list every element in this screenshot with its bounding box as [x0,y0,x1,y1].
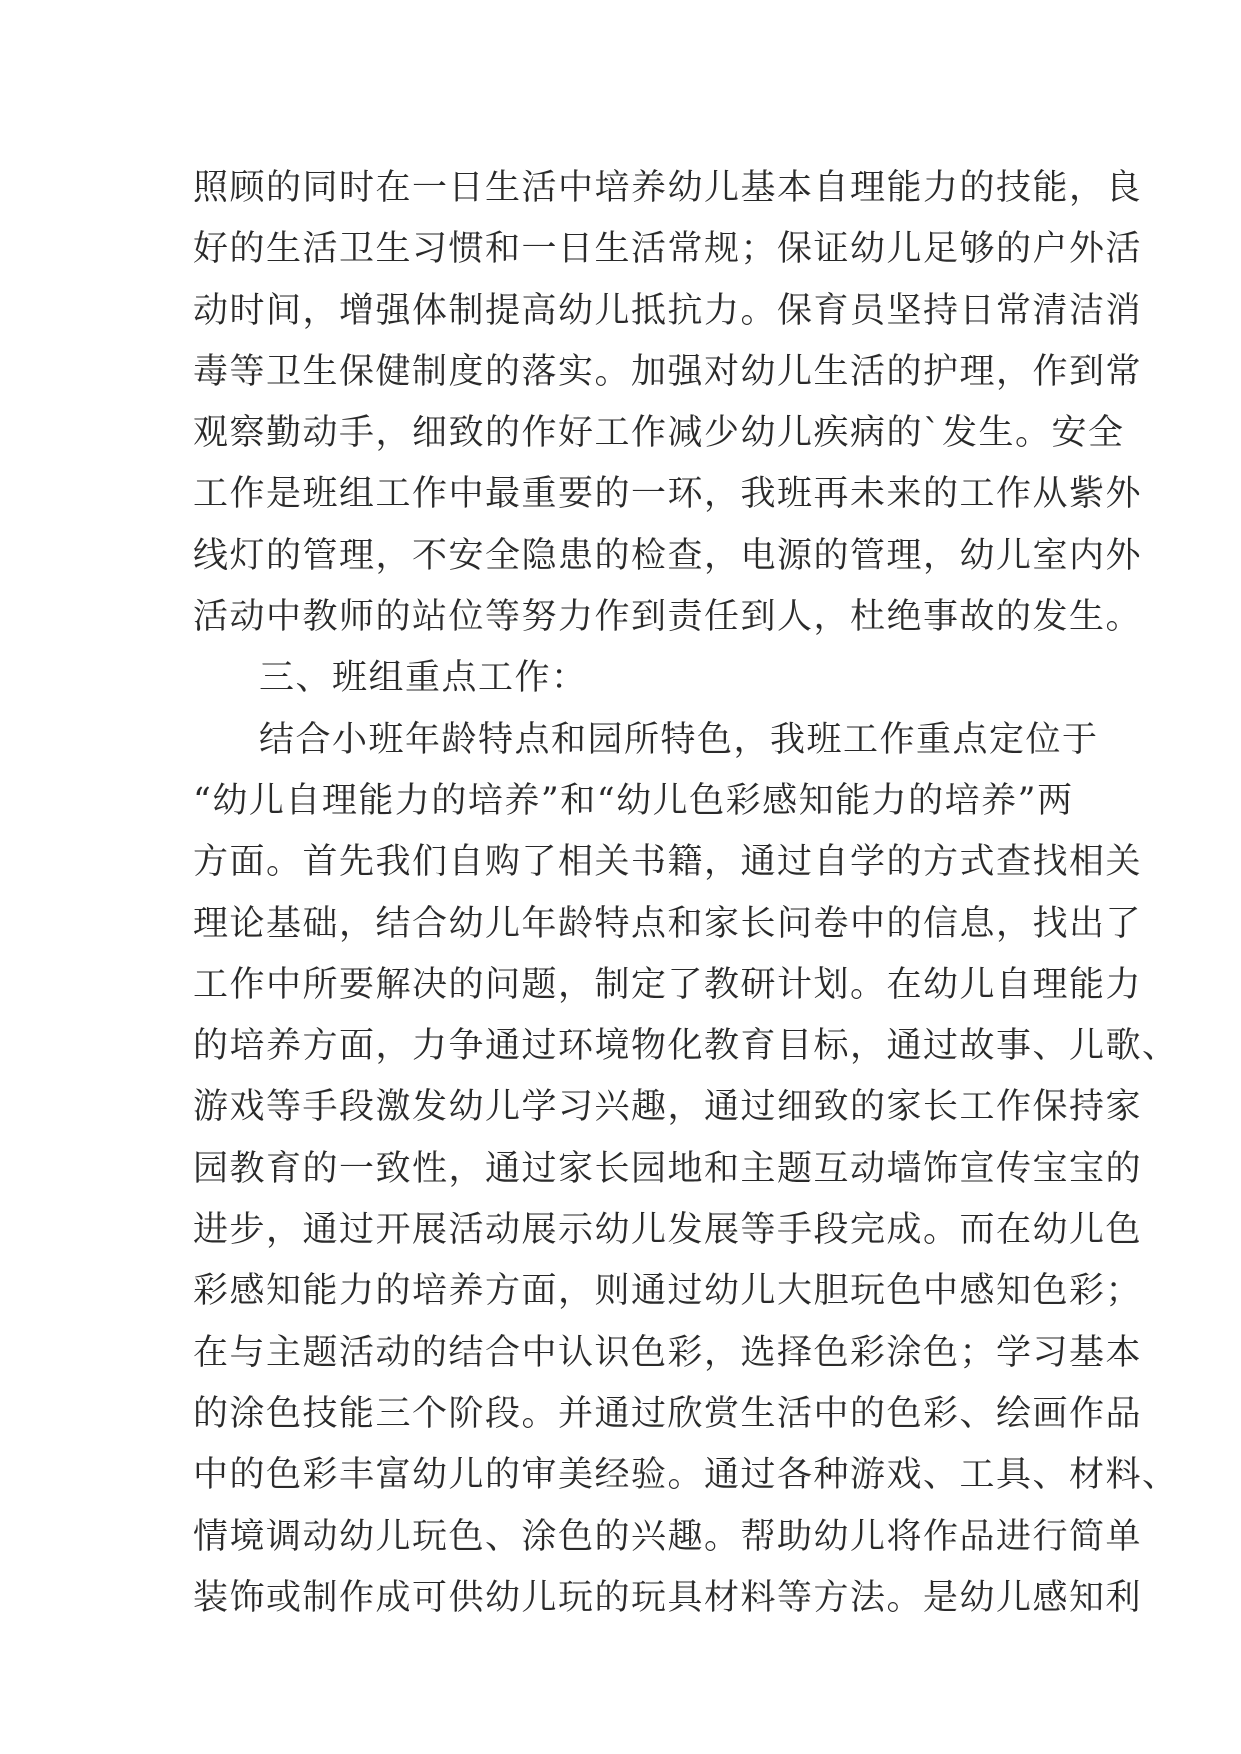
text-line: 观察勤动手，细致的作好工作减少幼儿疾病的`发生。安全 [193,413,1125,454]
text-line: 工作是班组工作中最重要的一环，我班再未来的工作从紫外 [193,474,1143,515]
body-text [193,158,1179,1629]
text-line: 在与主题活动的结合中认识色彩，选择色彩涂色；学习基本 [193,1332,1143,1373]
text-line: 的培养方面，力争通过环境物化教育目标，通过故事、儿歌、 [193,1026,1179,1067]
text-line: 好的生活卫生习惯和一日生活常规；保证幼儿足够的户外活 [193,229,1143,270]
text-line: 方面。首先我们自购了相关书籍，通过自学的方式查找相关 [193,842,1143,883]
text-line: 园教育的一致性，通过家长园地和主题互动墙饰宣传宝宝的 [193,1148,1143,1189]
text-line: 工作中所要解决的问题，制定了教研计划。在幼儿自理能力 [193,964,1143,1005]
text-line: 情境调动幼儿玩色、涂色的兴趣。帮助幼儿将作品进行简单 [193,1516,1143,1557]
text-line: 照顾的同时在一日生活中培养幼儿基本自理能力的技能，良 [193,168,1143,208]
text-line: 线灯的管理，不安全隐患的检查，电源的管理，幼儿室内外 [193,535,1143,576]
text-line: 动时间，增强体制提高幼儿抵抗力。保育员坚持日常清洁消 [193,290,1143,331]
text-line: 彩感知能力的培养方面，则通过幼儿大胆玩色中感知色彩； [193,1271,1143,1312]
text-line: 毒等卫生保健制度的落实。加强对幼儿生活的护理，作到常 [193,351,1143,392]
text-line: 中的色彩丰富幼儿的审美经验。通过各种游戏、工具、材料、 [193,1455,1179,1496]
text-line: 装饰或制作成可供幼儿玩的玩具材料等方法。是幼儿感知利 [193,1577,1143,1618]
text-line: 游戏等手段激发幼儿学习兴趣，通过细致的家长工作保持家 [193,1087,1143,1128]
text-line: 进步，通过开展活动展示幼儿发展等手段完成。而在幼儿色 [193,1210,1143,1251]
text-line: 活动中教师的站位等努力作到责任到人，杜绝事故的发生。 [193,597,1143,638]
text-line: 理论基础，结合幼儿年龄特点和家长问卷中的信息，找出了 [193,903,1143,944]
text-line: 的涂色技能三个阶段。并通过欣赏生活中的色彩、绘画作品 [193,1393,1143,1434]
text-line: “幼儿自理能力的培养”和“幼儿色彩感知能力的培养”两 [193,780,1074,821]
paragraph-first-line: 结合小班年龄特点和园所特色，我班工作重点定位于 [259,719,1099,760]
section-heading: 三、班组重点工作： [259,658,588,699]
